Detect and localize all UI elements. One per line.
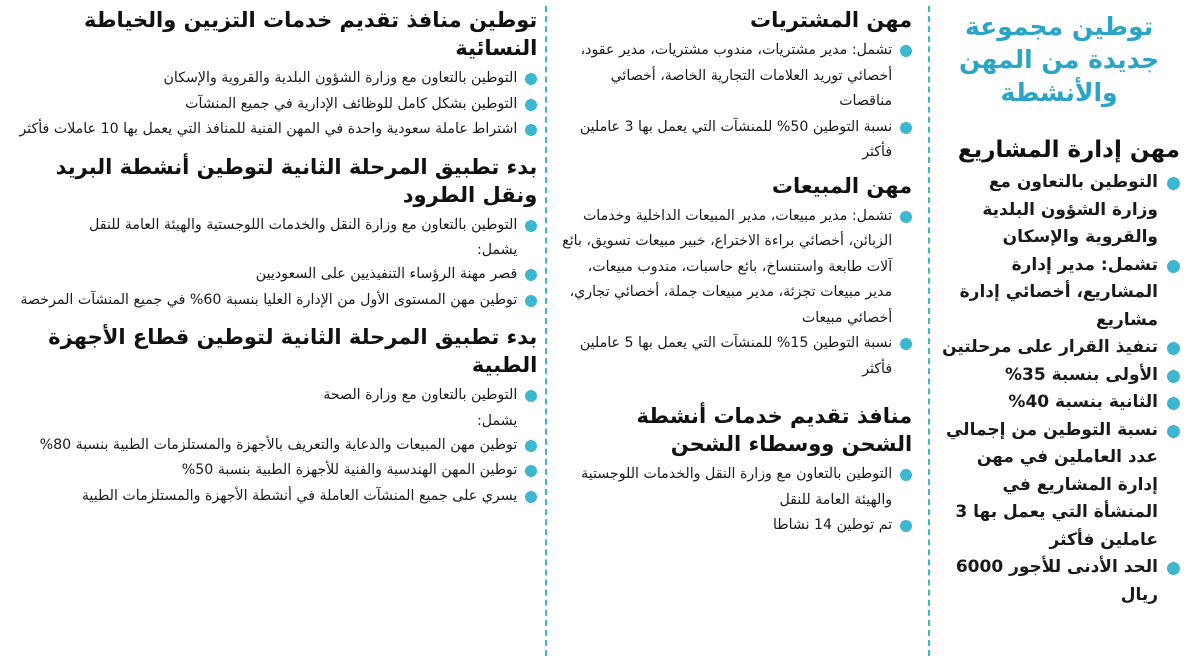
list-item: يسري على جميع المنشآت العاملة في أنشطة الأجهزة والمستلزمات الطبية xyxy=(12,484,537,510)
list-item: الحد الأدنى للأجور 6000 ريال xyxy=(938,554,1180,609)
highlight-line: والأنشطة xyxy=(1000,78,1118,107)
list-item: التوطين بالتعاون مع وزارة النقل والخدمات اللوجستية والهيئة العامة للنقل xyxy=(12,213,537,239)
list-item: نسبة التوطين 15% للمنشآت التي يعمل بها 5 عاملين فأكثر xyxy=(559,331,912,382)
bullet-dot-icon xyxy=(900,122,912,134)
bullet-dot-icon xyxy=(1167,260,1180,273)
bullet-list xyxy=(559,38,912,166)
highlight-line: توطين مجموعة xyxy=(964,12,1154,41)
bullet-list xyxy=(12,383,537,409)
section-heading: توطين منافذ تقديم خدمات التزيين والخياطة النسائية xyxy=(84,8,538,60)
bullet-dot-icon xyxy=(1167,342,1180,355)
bullet-list xyxy=(12,433,537,510)
spacer xyxy=(559,388,912,402)
bullet-dot-icon xyxy=(525,124,537,136)
bullet-dot-icon xyxy=(525,99,537,111)
section-heading: منافذ تقديم خدمات أنشطة الشحن ووسطاء الشحن xyxy=(636,404,913,456)
list-item: التوطين بالتعاون مع وزارة الصحة xyxy=(12,383,537,409)
column-procurement-sales xyxy=(549,6,926,667)
bullet-list xyxy=(559,462,912,539)
includes-label: يشمل: xyxy=(476,242,518,258)
bullet-dot-icon xyxy=(525,465,537,477)
bullet-dot-icon xyxy=(1167,397,1180,410)
bullet-dot-icon xyxy=(1167,562,1180,575)
section-heading: بدء تطبيق المرحلة الثانية لتوطين أنشطة البريد ونقل الطرود xyxy=(55,154,538,207)
bullet-dot-icon xyxy=(525,295,537,307)
bullet-dot-icon xyxy=(525,491,537,503)
list-item: نسبة التوطين من إجمالي عدد العاملين في مهن إدارة المشاريع في المنشأة التي يعمل بها 3 عاملين فأكثر xyxy=(938,417,1180,555)
list-item: تشمل: مدير مبيعات، مدير المبيعات الداخلية وخدمات الزبائن، أخصائي براءة الاختراع، خبير مبيعات تسويق، بائع آلات طابعة واستنساخ، بائع حاسبات، مندوب مبيعات، مدير مبيعات تجزئة، مدير مبيعات جملة، أخصائي تجاري، أخصائي مبيعات xyxy=(559,204,912,332)
bullet-dot-icon xyxy=(525,269,537,281)
column-divider xyxy=(928,6,930,656)
section-heading: مهن المبيعات xyxy=(771,173,913,198)
bullet-dot-icon xyxy=(900,338,912,350)
section-heading: مهن إدارة المشاريع xyxy=(957,137,1180,163)
includes-label: يشمل: xyxy=(476,412,518,429)
list-item: توطين مهن المبيعات والدعاية والتعريف بالأجهزة والمستلزمات الطبية بنسبة 80% xyxy=(12,433,537,459)
list-item: نسبة التوطين 50% للمنشآت التي يعمل بها 3 عاملين فأكثر xyxy=(559,115,912,166)
list-item: تنفيذ القرار على مرحلتين xyxy=(938,334,1180,362)
list-item: اشتراط عاملة سعودية واحدة في المهن الفنية للمنافذ التي يعمل بها 10 عاملات فأكثر xyxy=(12,117,537,143)
column-project-management xyxy=(932,6,1192,667)
bullet-dot-icon xyxy=(525,73,537,85)
list-item: قصر مهنة الرؤساء التنفيذيين على السعوديين xyxy=(12,262,537,288)
bullet-dot-icon xyxy=(525,390,537,402)
bullet-dot-icon xyxy=(900,45,912,57)
bullet-list xyxy=(559,204,912,383)
list-item: الثانية بنسبة 40% xyxy=(938,389,1180,417)
list-item: التوطين بالتعاون مع وزارة النقل والخدمات اللوجستية والهيئة العامة للنقل xyxy=(559,462,912,513)
bullet-dot-icon xyxy=(525,220,537,232)
bullet-dot-icon xyxy=(900,520,912,532)
bullet-list xyxy=(12,213,537,239)
column-divider xyxy=(545,6,547,656)
bullet-dot-icon xyxy=(525,440,537,452)
bullet-dot-icon xyxy=(1167,425,1180,438)
bullet-list xyxy=(12,262,537,313)
list-item: التوطين بشكل كامل للوظائف الإدارية في جميع المنشآت xyxy=(12,92,537,118)
list-item: توطين مهن المستوى الأول من الإدارة العليا بنسبة 60% في جميع المنشآت المرخصة xyxy=(12,288,537,314)
bullet-list xyxy=(938,169,1180,609)
bullet-list xyxy=(12,66,537,143)
list-item: التوطين بالتعاون مع وزارة الشؤون البلدية والقروية والإسكان xyxy=(12,66,537,92)
highlight-title xyxy=(938,10,1180,109)
list-item: الأولى بنسبة 35% xyxy=(938,362,1180,390)
list-item: تشمل: مدير مشتريات، مندوب مشتريات، مدير عقود، أخصائي توريد العلامات التجارية الخاصة، أخصائي مناقصات xyxy=(559,38,912,115)
bullet-dot-icon xyxy=(1167,370,1180,383)
list-item: توطين المهن الهندسية والفنية للأجهزة الطبية بنسبة 50% xyxy=(12,458,537,484)
list-item: تم توطين 14 نشاطا xyxy=(559,513,912,539)
bullet-dot-icon xyxy=(900,469,912,481)
column-other-sectors xyxy=(8,6,543,667)
bullet-dot-icon xyxy=(1167,177,1180,190)
bullet-dot-icon xyxy=(900,211,912,223)
section-heading: مهن المشتريات xyxy=(750,8,913,32)
section-heading: بدء تطبيق المرحلة الثانية لتوطين قطاع الأجهزة الطبية xyxy=(48,325,538,377)
list-item: تشمل: مدير إدارة المشاريع، أخصائي إدارة مشاريع xyxy=(938,252,1180,335)
list-item: التوطين بالتعاون مع وزارة الشؤون البلدية والقروية والإسكان xyxy=(938,169,1180,252)
highlight-line: جديدة من المهن xyxy=(959,45,1160,74)
